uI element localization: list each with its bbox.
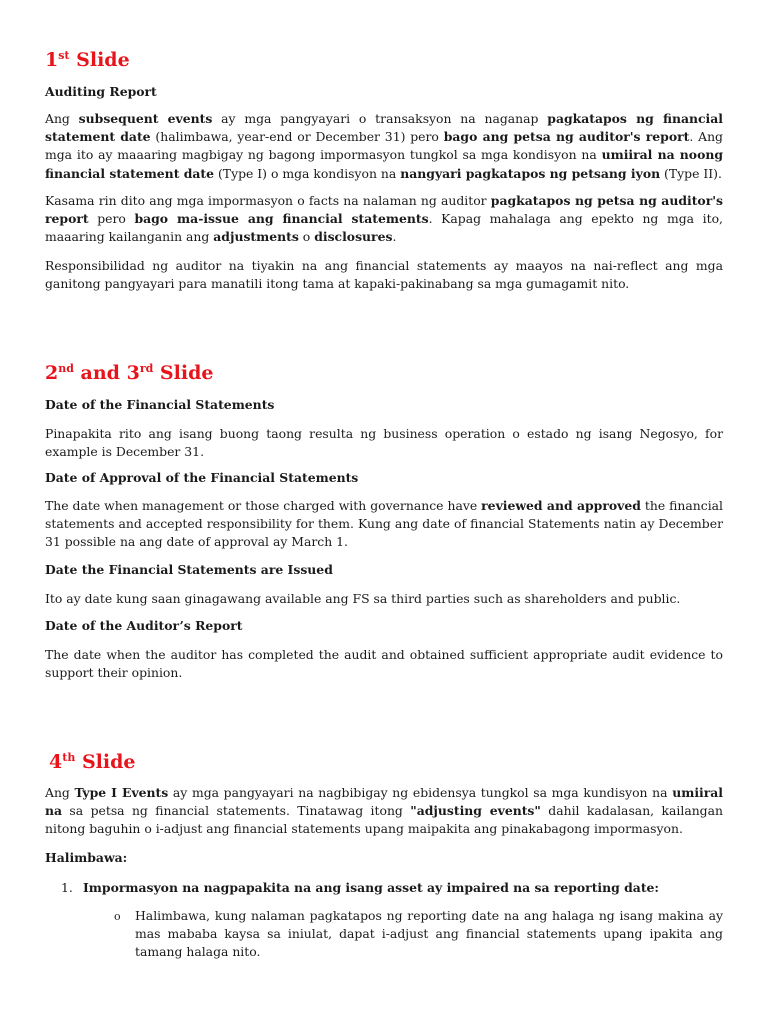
list-number: 1. [61, 880, 73, 895]
bold-text: subsequent events [78, 111, 213, 126]
bold-text: pagkatapos ng financial statement date [45, 111, 723, 145]
bold-text: adjustments [213, 229, 299, 245]
bold-text: reviewed and approved [481, 498, 641, 513]
slide-1-paragraph-3 [45, 257, 723, 293]
text-run: sa petsa ng financial statements. Tinatawag itong [62, 803, 411, 819]
text-run: Halimbawa, kung nalaman pagkatapos ng reporting date na ang halaga ng isang makina ay mas mababa kaysa sa iniulat, dapat i-adjust ang financial statements upang ipakita ang tamang halaga nito. [135, 908, 723, 960]
slide-4-paragraph-1 [45, 784, 723, 839]
bold-text: nangyari pagkatapos ng petsang iyon [400, 165, 661, 181]
bold-text: Type I Events [74, 785, 169, 800]
text-run: dahil kadalasan, kailangan nitong baguhin o i-adjust ang financial statements upang maipakita ang pinakabagong impormasyon. [45, 803, 723, 837]
text-run: pero [88, 211, 135, 227]
bold-text: umiiral na [45, 785, 723, 819]
slide-1-paragraph-1 [45, 110, 723, 183]
text-run: The date when the auditor has completed the audit and obtained sufficient appropriate audit evidence to support their opinion. [45, 647, 723, 681]
slide-2-paragraph-4 [45, 646, 723, 682]
text-run: The date when management or those charged with governance have [45, 498, 482, 513]
text-run: . Kapag mahalaga ang epekto ng mga ito, maaaring kailanganin ang [45, 211, 723, 245]
slide-2-paragraph-1 [45, 425, 723, 461]
text-run: Kasama rin dito ang mga impormasyon o facts na nalaman ng auditor [45, 193, 491, 208]
slide-1-title: 1st Slide [45, 49, 130, 71]
text-run: (halimbawa, year-end or December 31) pero [150, 129, 444, 145]
list-item-1: Impormasyon na nagpapakita na ang isang asset ay impaired na sa reporting date: [83, 880, 659, 895]
bold-text: bago ma-issue ang financial statements [134, 211, 429, 227]
date-of-approval-heading: Date of Approval of the Financial Statements [45, 470, 359, 485]
text-run: o [298, 229, 315, 245]
sub-item-1 [135, 907, 723, 962]
date-auditors-report-heading: Date of the Auditor’s Report [45, 618, 243, 633]
text-run: (Type I) o mga kondisyon na [214, 165, 401, 181]
bold-text: umiiral na noong financial statement date [45, 147, 724, 181]
slide-2-paragraph-3 [45, 590, 723, 608]
halimbawa-label: Halimbawa: [45, 850, 128, 865]
text-run: Responsibilidad ng auditor na tiyakin na ang financial statements ay maayos na nai-reflect ang mga ganitong pangyayari para manatili itong tama at kapaki-pakinabang sa mga gumagamit nito. [45, 258, 723, 292]
bold-text: bago ang petsa ng auditor's report [443, 129, 690, 145]
text-run: Ito ay date kung saan ginagawang available ang FS sa third parties such as shareholders and public. [45, 591, 681, 606]
text-run: the financial statements and accepted responsibility for them. Kung ang date of financial Statements natin ay December 31 possible na ang date of approval ay March 1. [45, 498, 724, 550]
bold-text: disclosures [314, 229, 393, 245]
slide-4-title: 4th Slide [49, 751, 136, 773]
slide-2-paragraph-2 [45, 497, 723, 552]
bold-text: "adjusting events" [410, 803, 541, 819]
text-run: (Type II). [660, 165, 722, 181]
text-run: Ang [45, 785, 75, 800]
slide-2-3-title: 2nd and 3rd Slide [45, 362, 214, 384]
date-issued-heading: Date the Financial Statements are Issued [45, 562, 333, 577]
text-run: Pinapakita rito ang isang buong taong resulta ng business operation o estado ng isang Negosyo, for example is December 31. [45, 426, 723, 460]
slide-1-paragraph-2 [45, 192, 723, 247]
text-run: . [392, 229, 397, 245]
bold-text: pagkatapos ng petsa ng auditor's report [45, 193, 723, 227]
text-run: ay mga pangyayari na nagbibigay ng ebidensya tungkol sa mga kundisyon na [168, 785, 673, 800]
date-of-financial-statements-heading: Date of the Financial Statements [45, 397, 275, 412]
text-run: Ang [45, 111, 79, 126]
auditing-report-heading: Auditing Report [45, 84, 157, 99]
text-run: . Ang mga ito ay maaaring magbigay ng bagong impormasyon tungkol sa mga kondisyon na [45, 129, 723, 163]
text-run: ay mga pangyayari o transaksyon na naganap [212, 111, 548, 126]
bullet-icon: o [114, 910, 121, 923]
